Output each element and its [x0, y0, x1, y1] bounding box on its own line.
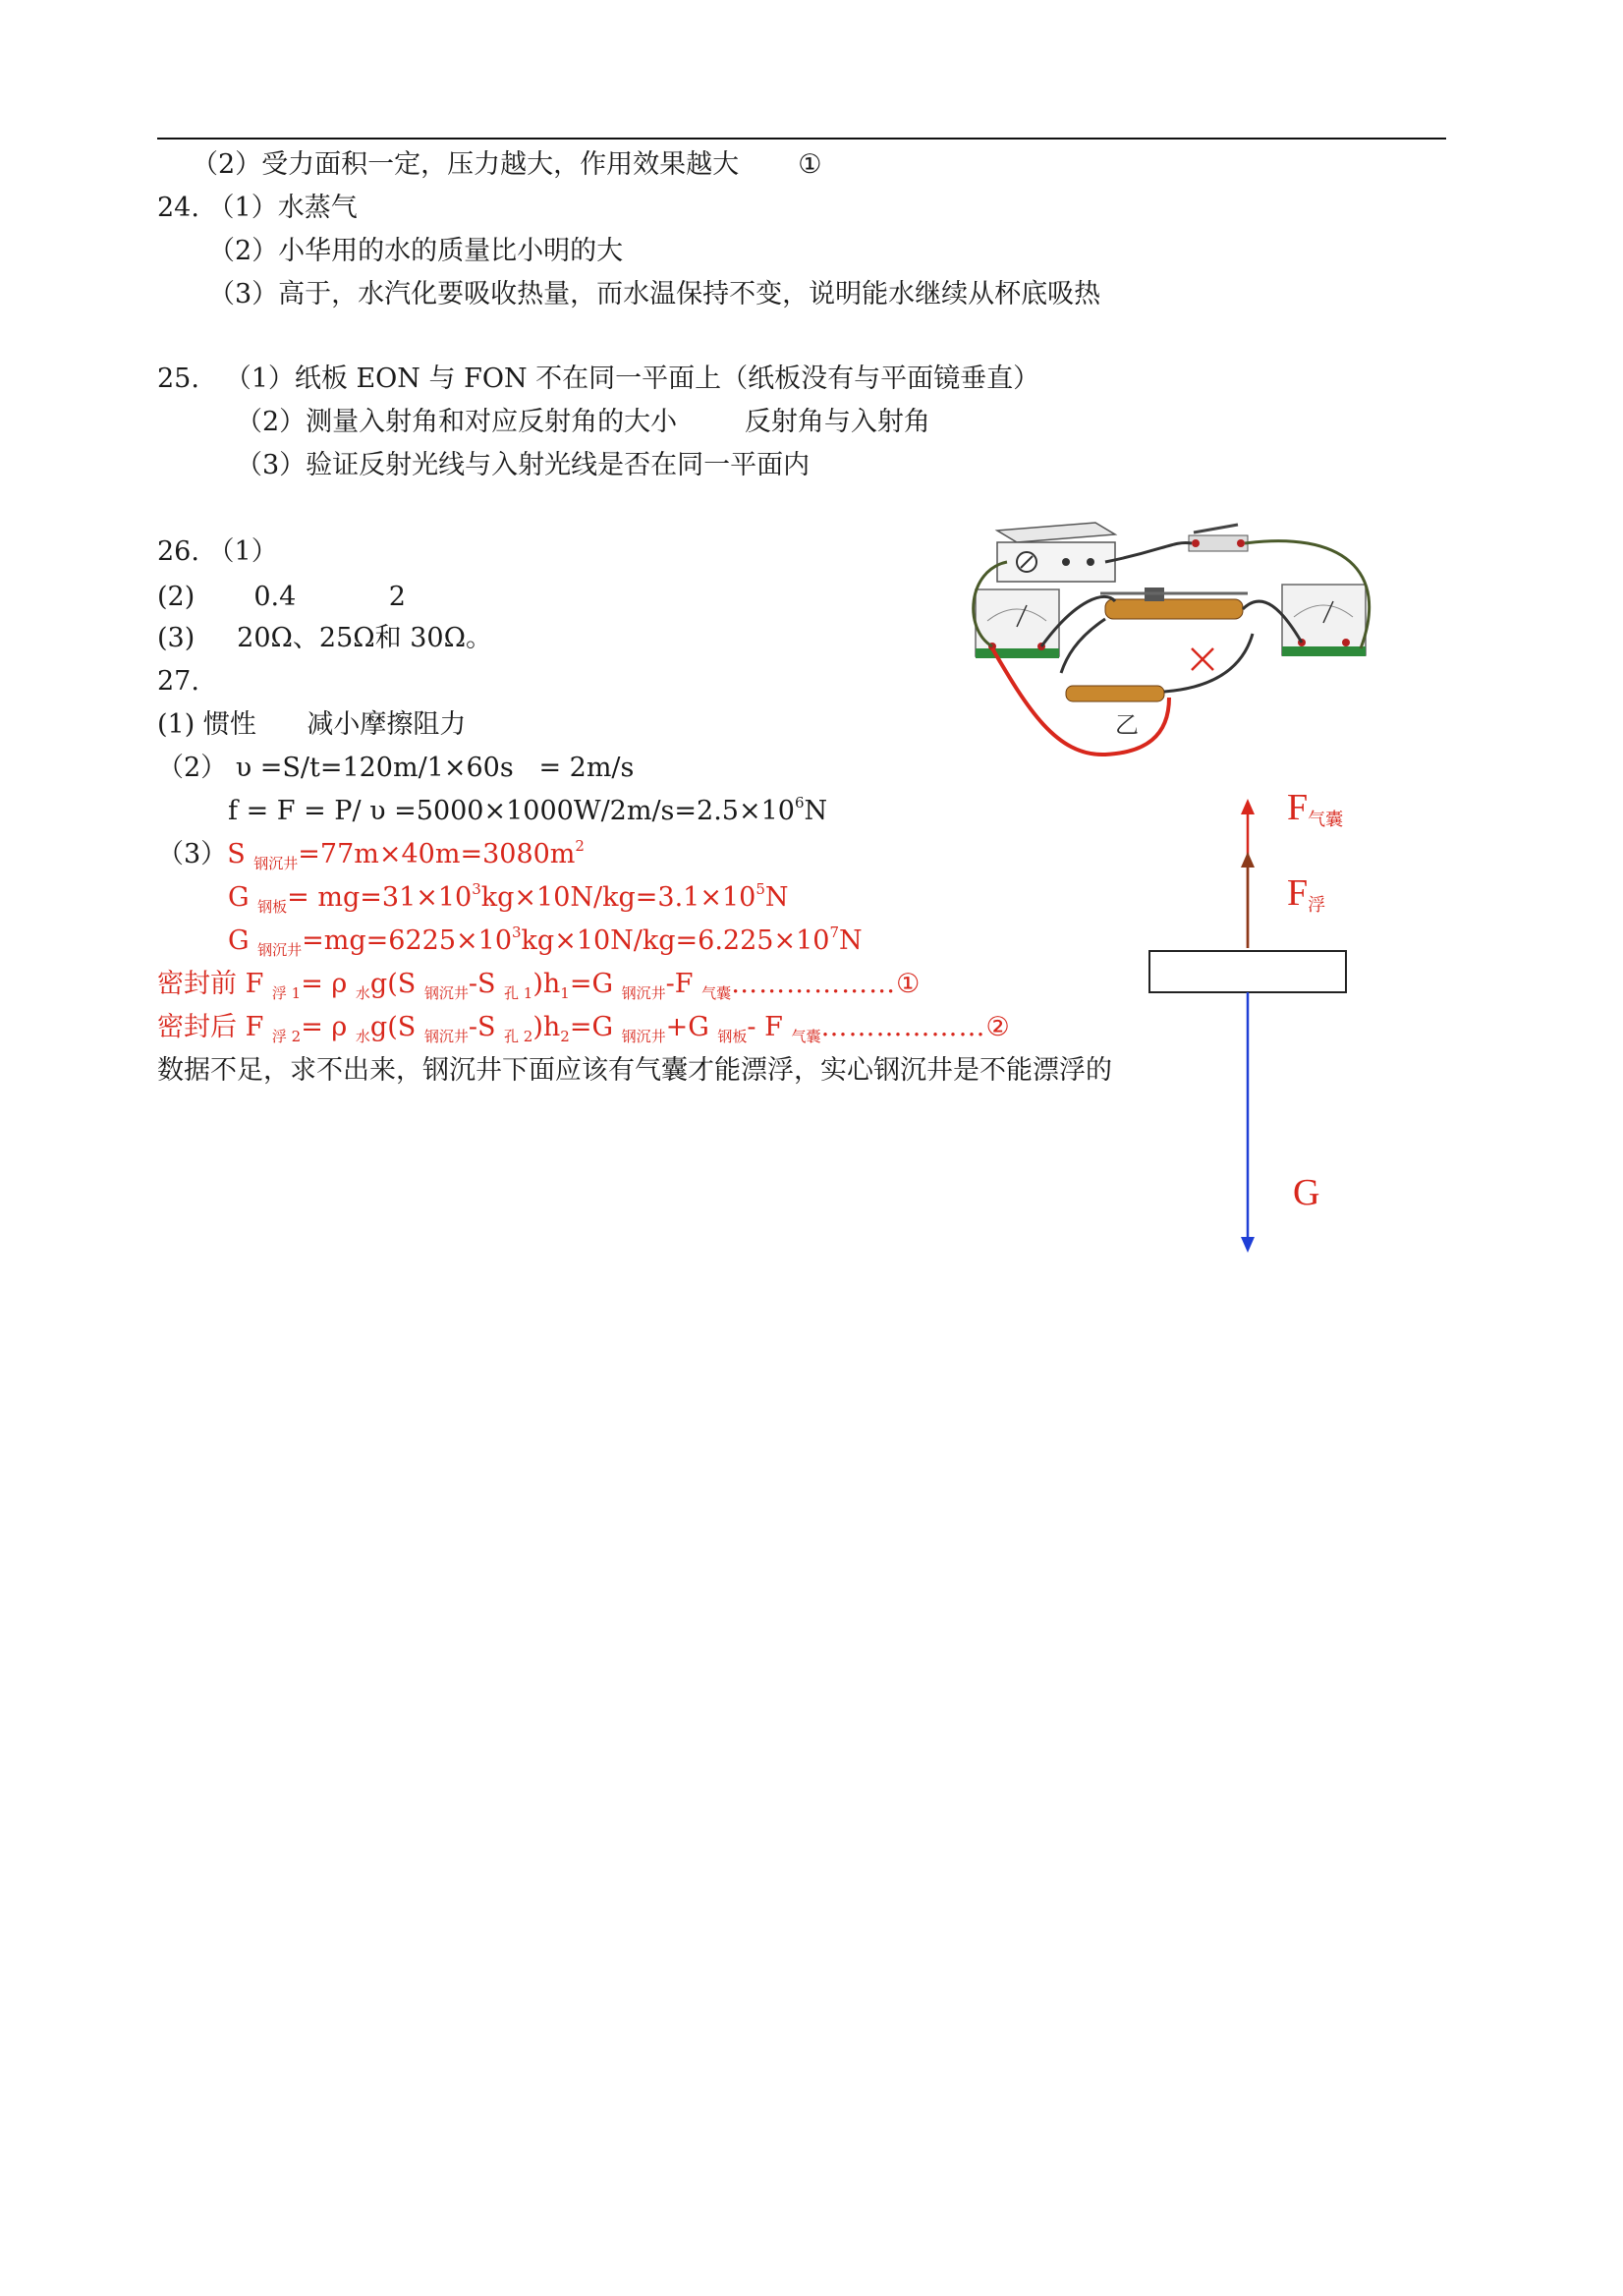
force-airbag-label: F气囊 [1287, 787, 1344, 829]
force-buoyancy-label: F浮 [1287, 872, 1326, 915]
rheostat [1100, 588, 1248, 619]
header-rule [157, 138, 1446, 140]
q27-part3-s: （3）S $_{钢沉井}=77m\times 40m=3080m^2$ [157, 837, 585, 872]
force-diagram [1140, 791, 1356, 1262]
q27-part3-g-caisson: G $_{钢沉井}=mg=6225\times 10^3kg\times 10N/kg=6.225\times 10^7N$ [228, 924, 863, 959]
q27-number: 27. [157, 666, 199, 697]
q25-part1: 25. （1）纸板 EON 与 FON 不在同一平面上（纸板没有与平面镜垂直） [157, 364, 1040, 394]
q27-equation-2: 密封后 F $_{浮 2}$= ρ $_水$g(S $_{钢沉井}$-S $_{孔 2})h_2=G$ $_{钢沉井}$+G $_{钢板}$- F $_{气囊}$………………② [157, 1012, 1010, 1045]
q26-part2: (2) 0.4 2 [157, 582, 406, 612]
q25-part2: （2）测量入射角和对应反射角的大小 反射角与入射角 [236, 407, 930, 437]
q27-part3-g-plate: G $_{钢板}= mg=31\times 10^3kg\times 10N/kg=3.1\times 10^5N$ [228, 880, 789, 916]
q26-part3: (3) 20Ω、25Ω和 30Ω。 [157, 623, 492, 653]
arrowhead-icon [1241, 799, 1255, 814]
q26-part1: 26. （1） [157, 536, 278, 567]
circuit-diagram [968, 511, 1380, 766]
battery-box [997, 523, 1115, 582]
q24-part3: （3）高于，水汽化要吸收热量，而水温保持不变，说明能水继续从杯底吸热 [208, 279, 1101, 309]
switch [1189, 525, 1248, 551]
resistor [1066, 686, 1164, 701]
q27-conclusion: 数据不足，求不出来，钢沉井下面应该有气囊才能漂浮，实心钢沉井是不能漂浮的 [157, 1055, 1112, 1086]
circuit-label: 乙 [1115, 711, 1139, 739]
ammeter [1282, 585, 1366, 656]
voltmeter [976, 589, 1059, 658]
q27-part2-line1: （2） υ =S/t=120m/1×60s = 2m/s [157, 753, 635, 783]
arrowhead-icon [1241, 1237, 1255, 1253]
force-gravity-label: G [1293, 1172, 1320, 1213]
q23-part2: （2）受力面积一定，压力越大，作用效果越大 ① [192, 149, 822, 180]
cross-mark-icon [1192, 648, 1213, 670]
q27-part2-line2: f = F = P/ $\upsilon =5000\times 1000W/2m/s=2.5\times 10^6N$ [228, 794, 828, 826]
caisson-body [1149, 951, 1346, 992]
q27-part1: (1) 惯性 减小摩擦阻力 [157, 709, 467, 740]
q27-equation-1: 密封前 F $_{浮 1}$= ρ $_水$g(S $_{钢沉井}$-S $_{孔 1})h_1=G$ $_{钢沉井}$-F $_{气囊}$………………① [157, 969, 921, 1002]
q25-part3: （3）验证反射光线与入射光线是否在同一平面内 [236, 450, 811, 480]
q24-part2: （2）小华用的水的质量比小明的大 [208, 236, 624, 266]
arrowhead-icon [1241, 852, 1255, 868]
q24-part1: 24. （1）水蒸气 [157, 193, 358, 223]
